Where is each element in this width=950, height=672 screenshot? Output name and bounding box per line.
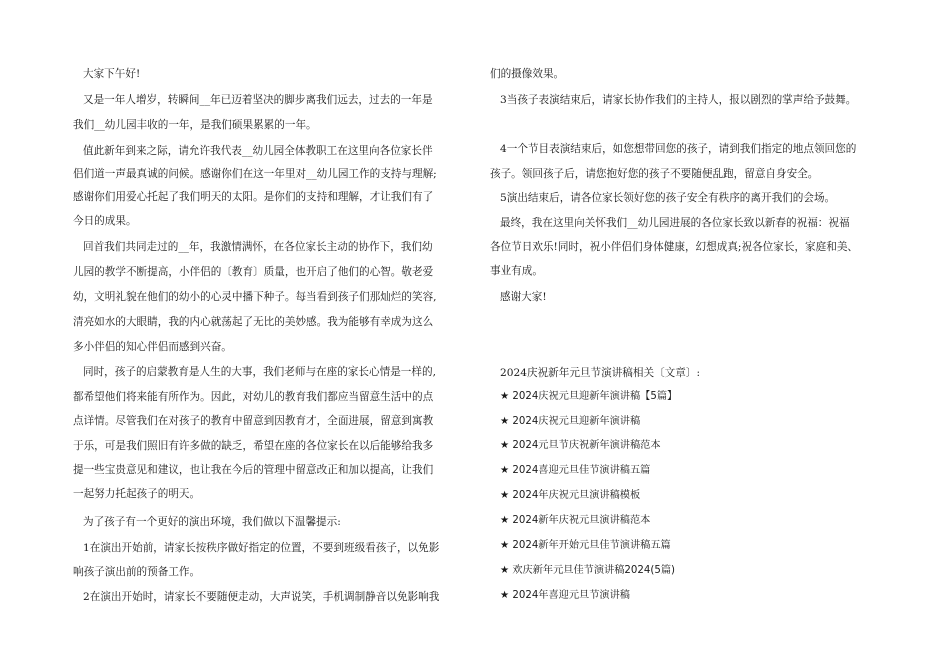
paragraph-line: 5演出结束后，请各位家长领好您的孩子安全有秩序的离开我们的会场。 [500, 192, 836, 204]
paragraph-line: 1在演出开始前，请家长按秩序做好指定的位置，不要到班级看孩子，以免影 [83, 542, 440, 554]
paragraph-line: 们的摄像效果。 [490, 68, 565, 80]
related-link[interactable]: ★ 2024庆祝元旦迎新年演讲稿【5篇】 [500, 391, 678, 402]
related-link[interactable]: ★ 2024庆祝元旦迎新年演讲稿 [500, 416, 641, 427]
paragraph-line: 响孩子演出前的预备工作。 [73, 566, 201, 578]
paragraph-line: 今日的成果。 [73, 215, 137, 227]
paragraph-line: 感谢你们用爱心托起了我们明天的太阳。是你们的支持和理解，才让我们有了 [73, 191, 434, 203]
paragraph-line: 3当孩子表演结束后，请家长协作我们的主持人，报以剧烈的掌声给予鼓舞。 [500, 94, 857, 106]
related-link[interactable]: ★ 2024喜迎元旦佳节演讲稿五篇 [500, 465, 651, 476]
paragraph-line: 多小伴侣的知心伴侣而感到兴奋。 [73, 341, 232, 353]
paragraph-line: 幼，文明礼貌在他们的幼小的心灵中播下种子。每当看到孩子们那灿烂的笑容, [73, 291, 437, 303]
paragraph-line: 我们__幼儿园丰收的一年，是我们硕果累累的一年。 [73, 119, 317, 131]
paragraph-line: 都希望他们将来能有所作为。因此，对幼儿的教育我们都应当留意生活中的点 [73, 391, 434, 403]
paragraph-line: 最终，我在这里向关怀我们__幼儿园进展的各位家长致以新春的祝福：祝福 [500, 217, 850, 229]
paragraph-line: 大家下午好! [83, 68, 141, 80]
paragraph-line: 侣们道一声最真诚的问候。感谢你们在这一年里对__幼儿园工作的支持与理解; [73, 168, 437, 180]
paragraph-line: 值此新年到来之际，请允许我代表__幼儿园全体教职工在这里向各位家长伴 [83, 145, 433, 157]
related-link[interactable]: ★ 2024新年开始元旦佳节演讲稿五篇 [500, 540, 671, 551]
paragraph-line: 清亮如水的大眼睛，我的内心就荡起了无比的美妙感。我为能够有幸成为这么 [73, 316, 434, 328]
paragraph-line: 点详情。尽管我们在对孩子的教育中留意到因教育才，全面进展，留意到寓教 [73, 415, 434, 427]
paragraph-line: 各位节日欢乐!同时，祝小伴侣们身体健康，幻想成真;祝各位家长，家庭和美、 [490, 241, 859, 253]
related-link[interactable]: ★ 2024新年庆祝元旦演讲稿范本 [500, 515, 651, 526]
paragraph-line: 一起努力托起孩子的明天。 [73, 488, 201, 500]
paragraph-line: 回首我们共同走过的__年，我激情满怀，在各位家长主动的协作下，我们幼 [83, 241, 433, 253]
paragraph-line: 于乐，可是我们照旧有许多做的缺乏，希望在座的各位家长在以后能够给我多 [73, 440, 434, 452]
paragraph-line: 2024庆祝新年元旦节演讲稿相关〔文章〕: [500, 367, 701, 379]
related-link[interactable]: ★ 欢庆新年元旦佳节演讲稿2024(5篇) [500, 565, 675, 576]
paragraph-line: 4一个节目表演结束后，如您想带回您的孩子，请到我们指定的地点领回您的 [500, 143, 857, 155]
related-link[interactable]: ★ 2024年喜迎元旦节演讲稿 [500, 590, 630, 601]
related-link[interactable]: ★ 2024元旦节庆祝新年演讲稿范本 [500, 440, 661, 451]
paragraph-line: 又是一年人增岁，转瞬间__年已迈着坚决的脚步离我们远去，过去的一年是 [83, 94, 433, 106]
paragraph-line: 儿园的教学不断提高，小伴侣的〔教育〕质量，也开启了他们的心智。敬老爱 [73, 266, 434, 278]
paragraph-line: 为了孩子有一个更好的演出环境，我们做以下温馨提示: [83, 516, 341, 528]
related-link[interactable]: ★ 2024年庆祝元旦演讲稿模板 [500, 490, 641, 501]
paragraph-line: 孩子。领回孩子后，请您抱好您的孩子不要随便乱跑，留意自身安全。 [490, 168, 819, 180]
paragraph-line: 提一些宝贵意见和建议，也让我在今后的管理中留意改正和加以提高，让我们 [73, 464, 434, 476]
paragraph-line: 2在演出开始时，请家长不要随便走动，大声说笑，手机调制静音以免影响我 [83, 591, 440, 603]
paragraph-line: 事业有成。 [490, 265, 543, 277]
paragraph-line: 感谢大家! [500, 291, 547, 303]
paragraph-line: 同时，孩子的启蒙教育是人生的大事，我们老师与在座的家长心情是一样的, [83, 366, 436, 378]
